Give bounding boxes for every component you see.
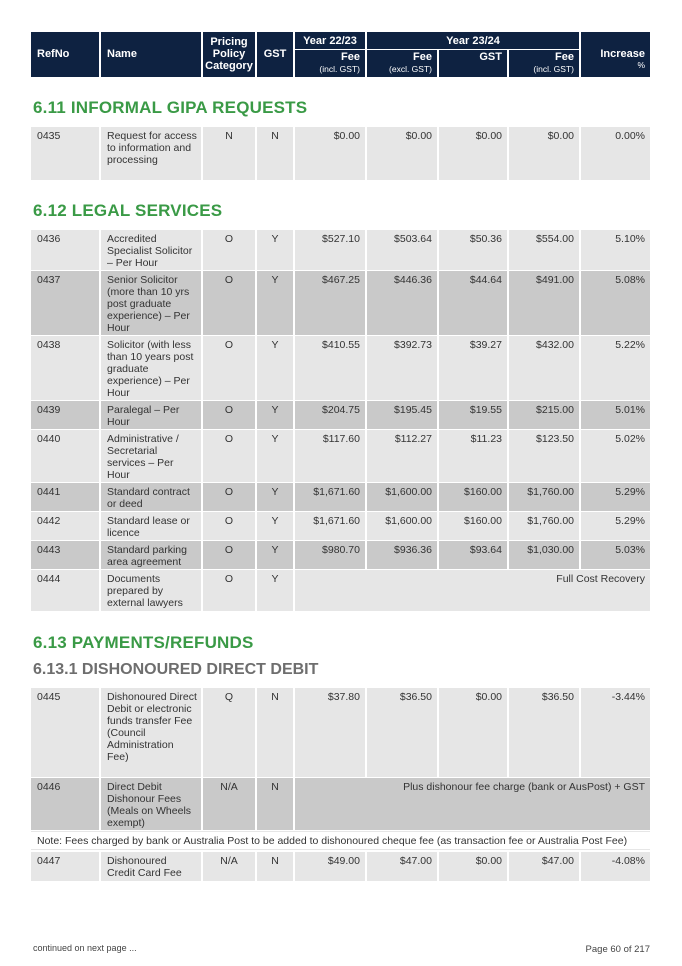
ref-cell: 0442	[31, 512, 99, 540]
fee-excl-cell: $392.73	[367, 336, 437, 400]
header-pricing-line2: Policy	[212, 48, 246, 60]
fee-incl-cell: $554.00	[509, 230, 579, 270]
section-title-6-11: 6.11 INFORMAL GIPA REQUESTS	[33, 98, 308, 117]
fee-excl-cell: $1,600.00	[367, 512, 437, 540]
fee-incl-cell: $1,760.00	[509, 483, 579, 511]
table-row	[31, 512, 650, 540]
category-cell: O	[203, 483, 255, 511]
increase-cell: -4.08%	[581, 852, 650, 881]
gst-amount-cell: $44.64	[439, 271, 507, 335]
fee-2223-cell: $0.00	[295, 127, 365, 180]
category-cell: O	[203, 271, 255, 335]
fee-incl-cell: $215.00	[509, 401, 579, 429]
category-cell: O	[203, 430, 255, 482]
gst-amount-cell: $0.00	[439, 688, 507, 777]
ref-cell: 0439	[31, 401, 99, 429]
fee-excl-cell: $936.36	[367, 541, 437, 569]
name-cell: Standard contract or deed	[101, 483, 201, 511]
fee-2223-cell: $117.60	[295, 430, 365, 482]
name-cell: Documents prepared by external lawyers	[101, 570, 201, 611]
header-incl-gst-1: (incl. GST)	[319, 64, 360, 74]
header-increase-label: Increase	[600, 48, 645, 60]
ref-cell: 0443	[31, 541, 99, 569]
dishonour-fee-cell: Plus dishonour fee charge (bank or AusPost) + GST	[295, 778, 650, 830]
name-cell: Senior Solicitor (more than 10 yrs post graduate experience) – Per Hour	[101, 271, 201, 335]
gst-amount-cell: $19.55	[439, 401, 507, 429]
fee-incl-cell: $47.00	[509, 852, 579, 881]
ref-cell: 0447	[31, 852, 99, 881]
category-cell: N/A	[203, 778, 255, 830]
fee-excl-cell: $0.00	[367, 127, 437, 180]
ref-cell: 0438	[31, 336, 99, 400]
fee-incl-cell: $0.00	[509, 127, 579, 180]
header-gst	[257, 32, 293, 77]
gst-cell: Y	[257, 483, 293, 511]
fee-2223-cell: $204.75	[295, 401, 365, 429]
category-cell: N	[203, 127, 255, 180]
fee-excl-cell: $195.45	[367, 401, 437, 429]
gst-cell: Y	[257, 230, 293, 270]
page-number: Page 60 of 217	[585, 944, 650, 955]
header-pricing-line1: Pricing	[210, 36, 248, 48]
fee-excl-cell: $446.36	[367, 271, 437, 335]
fee-2223-cell: $1,671.60	[295, 512, 365, 540]
fee-2223-cell: $980.70	[295, 541, 365, 569]
gst-amount-cell: $93.64	[439, 541, 507, 569]
increase-cell: -3.44%	[581, 688, 650, 777]
table-row	[31, 570, 650, 611]
fee-excl-cell: $1,600.00	[367, 483, 437, 511]
gst-cell: Y	[257, 512, 293, 540]
name-cell: Administrative / Secretarial services – Per Hour	[101, 430, 201, 482]
header-pricing-line3: Category	[205, 60, 253, 72]
header-year-2324	[367, 32, 579, 77]
gst-cell: Y	[257, 570, 293, 611]
fee-excl-cell: $112.27	[367, 430, 437, 482]
ref-cell: 0446	[31, 778, 99, 830]
table-row	[31, 852, 650, 881]
header-year-2223-label: Year 22/23	[303, 35, 357, 47]
fee-2223-cell: $410.55	[295, 336, 365, 400]
header-refno	[31, 32, 99, 77]
fee-incl-cell: $123.50	[509, 430, 579, 482]
header-increase	[581, 32, 650, 77]
name-cell: Accredited Specialist Solicitor – Per Hour	[101, 230, 201, 270]
name-cell: Dishonoured Credit Card Fee	[101, 852, 201, 881]
category-cell: N/A	[203, 852, 255, 881]
category-cell: O	[203, 230, 255, 270]
gst-amount-cell: $160.00	[439, 512, 507, 540]
category-cell: Q	[203, 688, 255, 777]
gst-cell: N	[257, 778, 293, 830]
section-title-6-12: 6.12 LEGAL SERVICES	[33, 201, 223, 220]
increase-cell: 5.29%	[581, 483, 650, 511]
category-cell: O	[203, 401, 255, 429]
gst-cell: Y	[257, 336, 293, 400]
header-incl-gst-2: (incl. GST)	[533, 64, 574, 74]
gst-amount-cell: $160.00	[439, 483, 507, 511]
gst-cell: N	[257, 127, 293, 180]
header-fee-1: Fee	[341, 51, 360, 63]
fee-2223-cell: $49.00	[295, 852, 365, 881]
full-cost-recovery-cell: Full Cost Recovery	[295, 570, 650, 611]
fee-incl-cell: $432.00	[509, 336, 579, 400]
table-row	[31, 483, 650, 511]
ref-cell: 0436	[31, 230, 99, 270]
fee-2223-cell: $1,671.60	[295, 483, 365, 511]
increase-cell: 5.29%	[581, 512, 650, 540]
header-refno-label: RefNo	[37, 48, 70, 60]
header-fee-2: Fee	[413, 51, 432, 63]
name-cell: Paralegal – Per Hour	[101, 401, 201, 429]
fee-incl-cell: $36.50	[509, 688, 579, 777]
name-cell: Standard parking area agreement	[101, 541, 201, 569]
header-gst-label: GST	[263, 48, 287, 60]
ref-cell: 0445	[31, 688, 99, 777]
table-row	[31, 401, 650, 429]
name-cell: Solicitor (with less than 10 years post graduate experience) – Per Hour	[101, 336, 201, 400]
header-percent: %	[637, 60, 645, 70]
fee-incl-cell: $1,760.00	[509, 512, 579, 540]
increase-cell: 5.02%	[581, 430, 650, 482]
table-row	[31, 336, 650, 400]
gst-cell: Y	[257, 271, 293, 335]
gst-cell: N	[257, 852, 293, 881]
header-year-2324-label: Year 23/24	[446, 35, 500, 47]
category-cell: O	[203, 512, 255, 540]
continued-note: continued on next page ...	[33, 943, 137, 953]
ref-cell: 0444	[31, 570, 99, 611]
table-row	[31, 271, 650, 335]
category-cell: O	[203, 336, 255, 400]
header-excl-gst: (excl. GST)	[389, 64, 432, 74]
section-title-6-13: 6.13 PAYMENTS/REFUNDS	[33, 633, 254, 652]
gst-amount-cell: $50.36	[439, 230, 507, 270]
ref-cell: 0441	[31, 483, 99, 511]
ref-cell: 0437	[31, 271, 99, 335]
header-gst-col: GST	[479, 51, 502, 63]
name-cell: Direct Debit Dishonour Fees (Meals on Wheels exempt)	[101, 778, 201, 830]
category-cell: O	[203, 541, 255, 569]
gst-amount-cell: $0.00	[439, 127, 507, 180]
gst-cell: Y	[257, 541, 293, 569]
name-cell: Request for access to information and processing	[101, 127, 201, 180]
header-pricing-category	[203, 32, 255, 77]
table-row	[31, 688, 650, 777]
table-row	[31, 541, 650, 569]
increase-cell: 5.22%	[581, 336, 650, 400]
subsection-title-6-13-1: 6.13.1 DISHONOURED DIRECT DEBIT	[33, 661, 319, 678]
fee-excl-cell: $503.64	[367, 230, 437, 270]
table-row	[31, 127, 650, 180]
increase-cell: 0.00%	[581, 127, 650, 180]
ref-cell: 0440	[31, 430, 99, 482]
gst-amount-cell: $39.27	[439, 336, 507, 400]
fee-excl-cell: $36.50	[367, 688, 437, 777]
gst-cell: Y	[257, 430, 293, 482]
table-row	[31, 230, 650, 270]
fee-2223-cell: $527.10	[295, 230, 365, 270]
name-cell: Standard lease or licence	[101, 512, 201, 540]
ref-cell: 0435	[31, 127, 99, 180]
table-row	[31, 430, 650, 482]
header-name	[101, 32, 201, 77]
increase-cell: 5.08%	[581, 271, 650, 335]
increase-cell: 5.10%	[581, 230, 650, 270]
header-year-2223	[295, 32, 365, 77]
fee-2223-cell: $467.25	[295, 271, 365, 335]
fee-excl-cell: $47.00	[367, 852, 437, 881]
gst-cell: N	[257, 688, 293, 777]
fee-incl-cell: $1,030.00	[509, 541, 579, 569]
name-cell: Dishonoured Direct Debit or electronic funds transfer Fee (Council Administration Fee)	[101, 688, 201, 777]
table-row	[31, 778, 650, 830]
header-name-label: Name	[107, 48, 137, 60]
increase-cell: 5.03%	[581, 541, 650, 569]
header-fee-3: Fee	[555, 51, 574, 63]
fees-note: Note: Fees charged by bank or Australia Post to be added to dishonoured cheque fee (as transaction fee or Australia Post Fee)	[31, 831, 650, 850]
gst-amount-cell: $11.23	[439, 430, 507, 482]
increase-cell: 5.01%	[581, 401, 650, 429]
category-cell: O	[203, 570, 255, 611]
fee-2223-cell: $37.80	[295, 688, 365, 777]
gst-cell: Y	[257, 401, 293, 429]
gst-amount-cell: $0.00	[439, 852, 507, 881]
fee-incl-cell: $491.00	[509, 271, 579, 335]
